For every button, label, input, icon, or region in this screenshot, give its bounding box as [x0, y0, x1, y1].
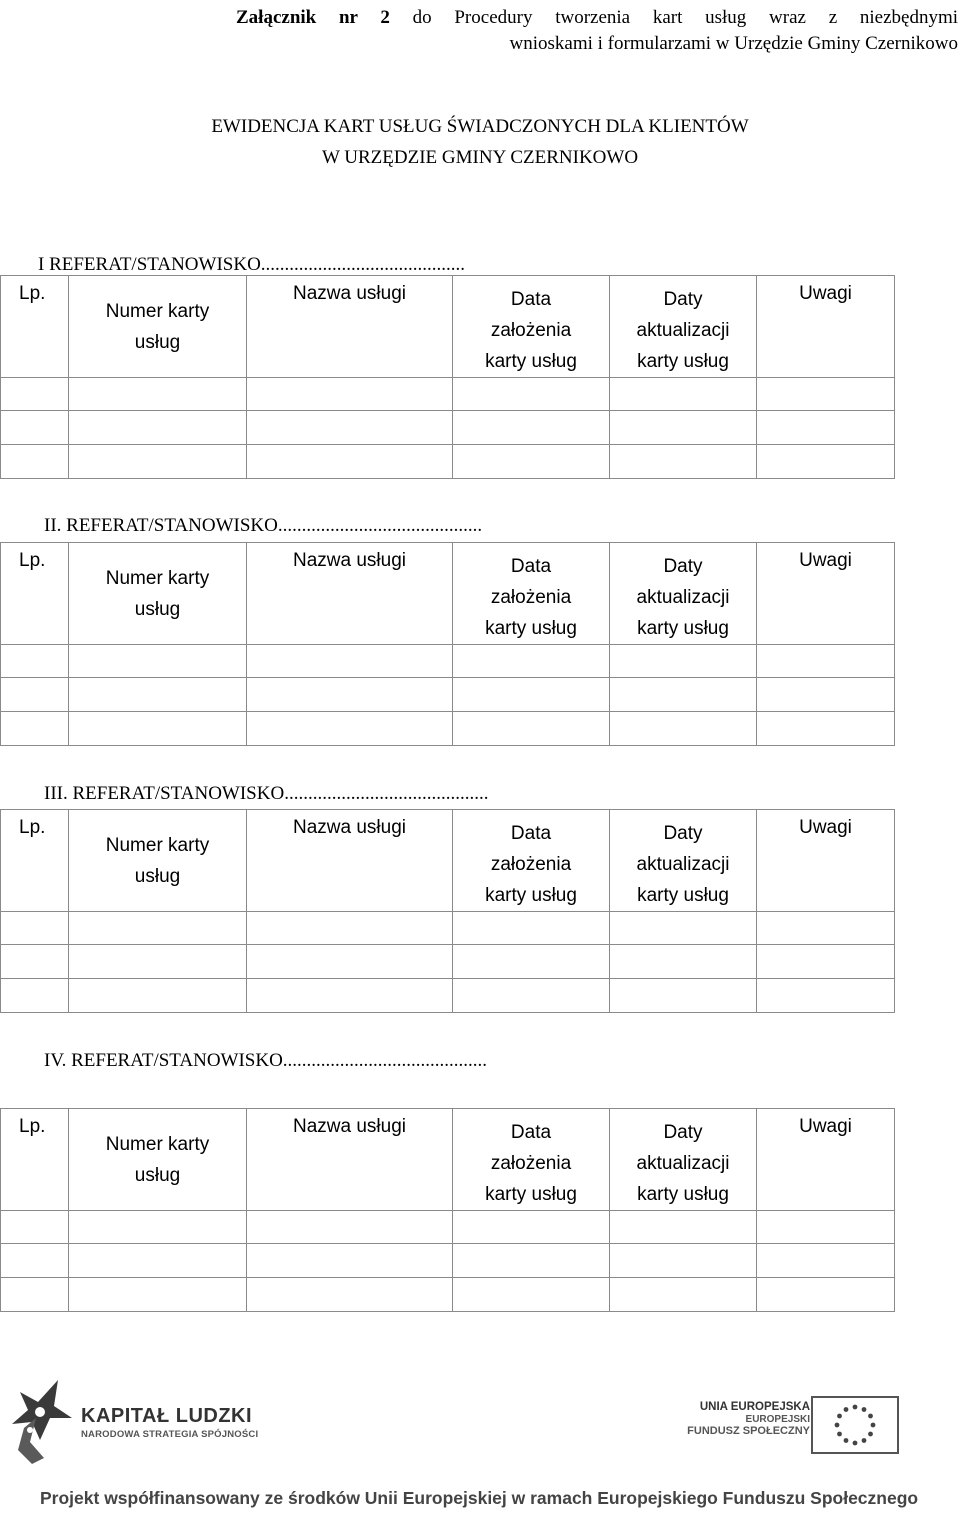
col-header-lp: Lp.: [1, 276, 69, 378]
col-header-daty: Daty aktualizacji karty usług: [610, 543, 757, 645]
annex-line-2: wnioskami i formularzami w Urzędzie Gminy Czernikowo: [509, 33, 958, 54]
table-row: [1, 445, 895, 479]
col-header-numer: Numer karty usług: [69, 276, 247, 378]
table-row: [1, 678, 895, 712]
col-header-uwagi: Uwagi: [757, 276, 895, 378]
eu-flag-icon: [811, 1396, 899, 1454]
register-table-3: [0, 809, 895, 1013]
col-header-uwagi: Uwagi: [757, 543, 895, 645]
section-label-3: III. REFERAT/STANOWISKO...........................................: [44, 783, 489, 804]
kapital-ludzki-subtitle: NARODOWA STRATEGIA SPÓJNOŚCI: [81, 1429, 259, 1440]
col-header-data: Data założenia karty usług: [453, 810, 610, 912]
col-header-daty: Daty aktualizacji karty usług: [610, 1109, 757, 1211]
table-row: [1, 979, 895, 1013]
annex-text: do Procedury tworzenia kart usług wraz z niezbędnymi: [412, 7, 958, 28]
col-header-uwagi: Uwagi: [757, 1109, 895, 1211]
table-row: [1, 645, 895, 678]
col-header-data: Data założenia karty usług: [453, 543, 610, 645]
table-row: [1, 912, 895, 945]
col-header-numer: Numer karty usług: [69, 543, 247, 645]
table-row: [1, 411, 895, 445]
register-table-4: [0, 1108, 895, 1312]
col-header-nazwa: Nazwa usługi: [247, 810, 453, 912]
ue-label: UNIA EUROPEJSKA EUROPEJSKI FUNDUSZ SPOŁECZNY: [687, 1401, 810, 1437]
table-row: [1, 1278, 895, 1312]
col-header-daty: Daty aktualizacji karty usług: [610, 276, 757, 378]
kapital-ludzki-title: KAPITAŁ LUDZKI: [81, 1405, 253, 1427]
section-label-1: I REFERAT/STANOWISKO...........................................: [38, 254, 466, 275]
table-row: [1, 1211, 895, 1244]
table-row: [1, 945, 895, 979]
col-header-data: Data założenia karty usług: [453, 276, 610, 378]
table-row: [1, 378, 895, 411]
table-row: [1, 712, 895, 746]
col-header-nazwa: Nazwa usługi: [247, 1109, 453, 1211]
section-label-4: IV. REFERAT/STANOWISKO...........................................: [44, 1050, 488, 1071]
col-header-daty: Daty aktualizacji karty usług: [610, 810, 757, 912]
col-header-nazwa: Nazwa usługi: [247, 543, 453, 645]
register-table-2: [0, 542, 895, 746]
project-funding-note: Projekt współfinansowany ze środków Unii Europejskiej w ramach Europejskiego Funduszu Społecznego: [40, 1488, 919, 1508]
annex-prefix: Załącznik nr 2: [236, 7, 390, 28]
col-header-lp: Lp.: [1, 810, 69, 912]
register-table-1: [0, 275, 895, 479]
col-header-nazwa: Nazwa usługi: [247, 276, 453, 378]
table-row: [1, 1244, 895, 1278]
col-header-lp: Lp.: [1, 1109, 69, 1211]
col-header-data: Data założenia karty usług: [453, 1109, 610, 1211]
section-label-2: II. REFERAT/STANOWISKO...........................................: [44, 515, 483, 536]
col-header-lp: Lp.: [1, 543, 69, 645]
col-header-numer: Numer karty usług: [69, 810, 247, 912]
footer-logos: [0, 1370, 960, 1515]
annex-line-1: [236, 2, 958, 34]
col-header-numer: Numer karty usług: [69, 1109, 247, 1211]
page-subtitle: W URZĘDZIE GMINY CZERNIKOWO: [321, 147, 639, 168]
col-header-uwagi: Uwagi: [757, 810, 895, 912]
kapital-ludzki-logo-icon: [10, 1378, 76, 1473]
page-title: EWIDENCJA KART USŁUG ŚWIADCZONYCH DLA KLIENTÓW: [211, 116, 749, 137]
